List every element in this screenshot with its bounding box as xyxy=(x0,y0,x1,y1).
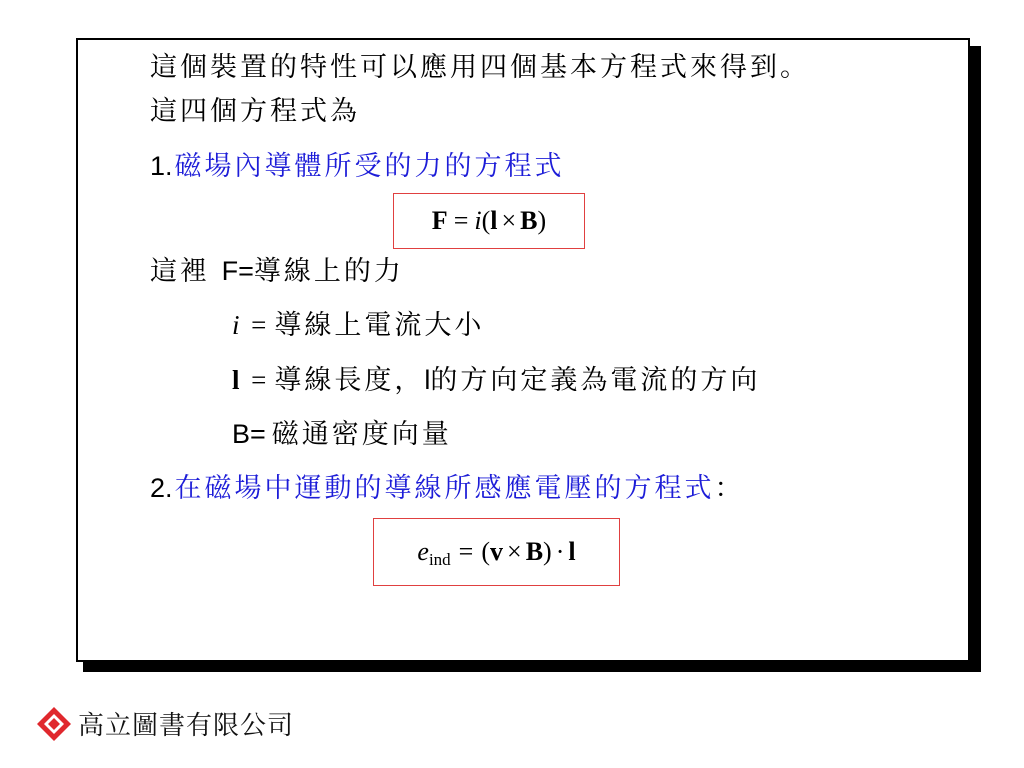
equation-force-box xyxy=(393,193,585,249)
where-i-equals: = xyxy=(251,310,267,340)
item-1-heading xyxy=(150,148,565,185)
where-B-line xyxy=(232,416,452,453)
intro-line-1 xyxy=(150,50,810,86)
intro-text-1: 這個裝置的特性可以應用四個基本方程式來得到 xyxy=(150,52,780,83)
eq2-close-paren: ) xyxy=(543,537,552,566)
eq2-e: e xyxy=(417,537,429,566)
where-l-line xyxy=(232,362,760,399)
eq2-equals: = xyxy=(458,537,474,566)
intro-line-2: 這四個方程式為 xyxy=(150,96,360,127)
where-i-symbol: i xyxy=(232,310,240,340)
eq1-close-paren: ) xyxy=(537,206,547,235)
publisher-name: 高立圖書有限公司 xyxy=(78,711,295,741)
where-i-desc: 導線上電流大小 xyxy=(274,310,485,341)
item-1-number: 1. xyxy=(150,151,173,181)
eq2-l: l xyxy=(568,537,576,566)
eq2-times: × xyxy=(507,537,522,566)
equation-voltage-box xyxy=(373,518,620,586)
eq1-F: F xyxy=(431,206,448,235)
where-l-desc: 導線長度， xyxy=(274,365,425,396)
eq1-equals: = xyxy=(453,206,469,235)
eq1-B: B xyxy=(520,206,538,235)
eq1-open-paren: ( xyxy=(481,206,491,235)
diamond-arrow-logo-icon xyxy=(36,706,72,742)
item-2-number: 2. xyxy=(150,473,173,503)
where-F-desc: 導線上的力 xyxy=(253,256,404,287)
eq2-v: v xyxy=(490,537,504,566)
where-i-line xyxy=(232,307,484,344)
intro-period: 。 xyxy=(780,52,810,83)
item-2-heading xyxy=(150,470,745,507)
where-B-symbol: B= xyxy=(232,419,266,449)
where-prefix: 這裡 xyxy=(150,256,210,287)
eq2-B: B xyxy=(525,537,544,566)
item-1-title: 磁場內導體所受的力的方程式 xyxy=(174,151,565,182)
item-2-title: 在磁場中運動的導線所感應電壓的方程式 xyxy=(174,473,715,504)
where-l-symbol-2: l xyxy=(424,365,431,395)
eq2-dot: · xyxy=(555,537,565,566)
eq2-subscript: ind xyxy=(428,550,451,569)
eq1-times: × xyxy=(501,206,517,235)
where-l-symbol: l xyxy=(232,365,240,395)
eq1-l: l xyxy=(490,206,498,235)
eq1-i: i xyxy=(474,206,482,235)
eq2-open-paren: ( xyxy=(481,537,491,566)
where-B-desc: 磁通密度向量 xyxy=(271,419,452,450)
where-F-symbol: F= xyxy=(221,256,254,286)
footer xyxy=(36,705,294,742)
where-F-line xyxy=(150,253,404,290)
item-2-colon: ： xyxy=(714,473,745,504)
where-l-equals: = xyxy=(251,365,267,395)
where-l-desc-2: 的方向定義為電流的方向 xyxy=(430,365,761,396)
